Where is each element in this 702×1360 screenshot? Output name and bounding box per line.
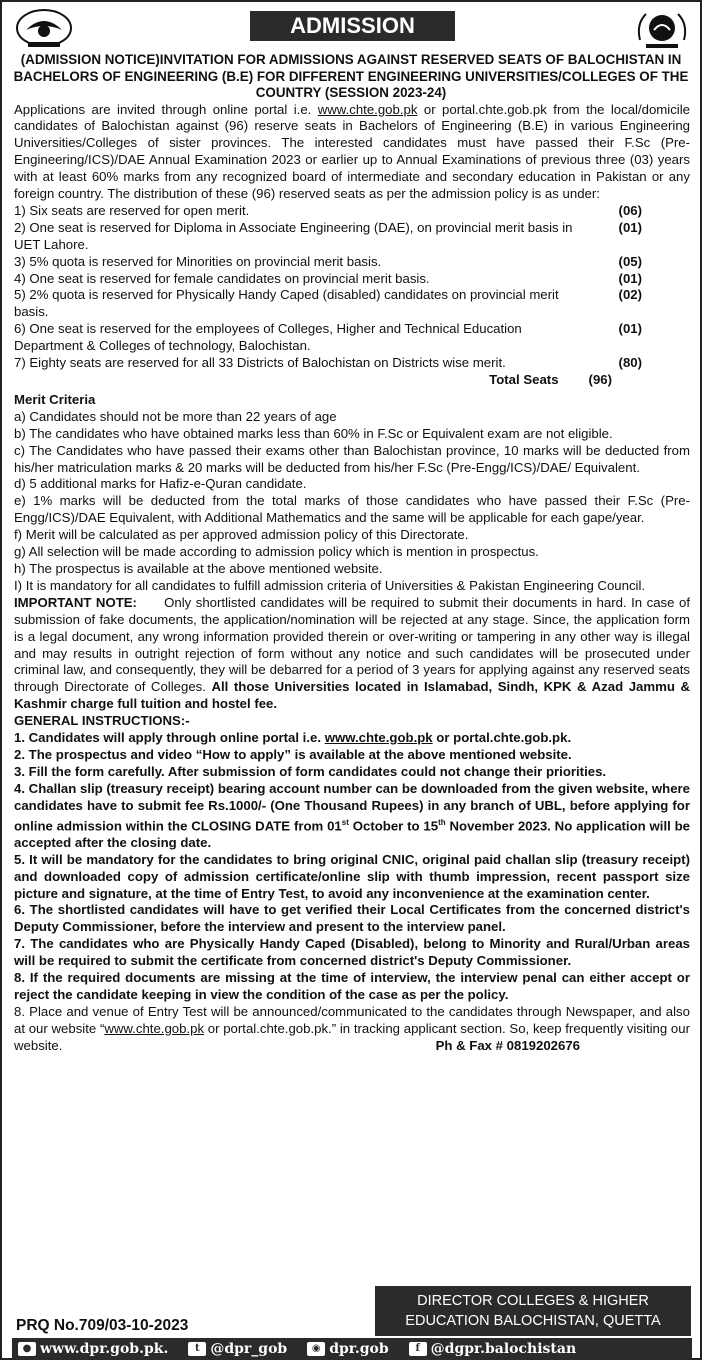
list-item: 5. It will be mandatory for the candidates to bring original CNIC, original paid challan slip (treasury receipt) and downloaded copy of admission certificate/online slip with thumb impression, recent passport size picture and signature, at the time of Entry Test, to avoid any inconvenience at the examination center.: [14, 851, 690, 901]
chte-website-link[interactable]: www.chte.gob.pk: [324, 730, 433, 746]
prq-number: PRQ No.709/03-10-2023: [16, 1317, 189, 1334]
notice-body: [2, 102, 700, 1055]
footer-web-text: www.dpr.gob.pk.: [40, 1341, 169, 1357]
merit-criteria-heading: Merit Criteria: [14, 391, 96, 407]
header: [2, 2, 700, 52]
instruction-text: November 2023. No application will be accepted after the closing date.: [14, 817, 691, 850]
seat-text: 3) 5% quota is reserved for Minorities on provincial merit basis.: [14, 253, 382, 269]
seat-count: (01): [618, 219, 642, 235]
list-item: b) The candidates who have obtained marks less than 60% in F.Sc or Equivalent exam are not eligible.: [14, 425, 613, 441]
chte-website-link[interactable]: www.chte.gob.pk: [317, 101, 418, 117]
list-item: 3. Fill the form carefully. After submission of form candidates could not change their priorities.: [14, 763, 607, 779]
contact-phone-fax: Ph & Fax # 0819202676: [435, 1037, 580, 1053]
list-item: [14, 781, 690, 852]
seat-list: [14, 203, 690, 389]
seat-row: [14, 355, 690, 372]
list-item: e) 1% marks will be deducted from the total marks of those candidates who have passed their F.Sc (Pre-Engg/ICS)/DAE Equivalent, with Additional Mathematics and the same will be applicable for each gape/year.: [14, 493, 690, 526]
merit-list: [14, 409, 690, 595]
seat-text: 2) One seat is reserved for Diploma in Associate Engineering (DAE), on provincial merit basis in UET Lahore.: [14, 219, 573, 252]
instruction-text: 8. Place and venue of Entry Test will be announced/communicated to the candidates through Newspaper, and also at our website “: [14, 1003, 690, 1036]
list-item: g) All selection will be made according to admission policy which is mention in prospectus.: [14, 544, 539, 560]
director-title-line1: DIRECTOR COLLEGES & HIGHER: [417, 1293, 649, 1309]
list-item: 8. If the required documents are missing at the time of interview, the interview penal can either accept or reject the candidate keeping in view the condition of the case as per the policy.: [14, 970, 690, 1003]
general-instructions: [14, 730, 690, 1055]
important-note-tail: All those Universities located in Islamabad, Sindh, KPK & Azad Jammu & Kashmir charge full tuition and hostel fee.: [14, 679, 690, 712]
instruction-text: 1. Candidates will apply through online portal i.e.: [14, 730, 325, 746]
balochistan-emblem-logo: [14, 6, 74, 52]
ordinal-suffix: th: [438, 817, 446, 827]
list-item: 7. The candidates who are Physically Handy Caped (Disabled), belong to Minority and Rural/Urban areas will be required to submit the certificate from concerned district's Deputy Commissioner.: [14, 936, 690, 969]
footer-facebook[interactable]: [403, 1341, 576, 1357]
seat-row: [14, 220, 690, 254]
notice-headline: (ADMISSION NOTICE)INVITATION FOR ADMISSIONS AGAINST RESERVED SEATS OF BALOCHISTAN IN BACHELORS OF ENGINEERING (B.E) FOR DIFFERENT ENGINEERING UNIVERSITIES/COLLEGES OF THE COUNTRY (SESSION 2023-24): [13, 52, 689, 100]
footer-bar: [12, 1338, 692, 1360]
seat-row: [14, 254, 690, 271]
seat-count: (01): [618, 321, 642, 337]
footer-instagram-text: dpr.gob: [329, 1341, 389, 1357]
seat-text: 5) 2% quota is reserved for Physically Handy Caped (disabled) candidates on provincial merit basis.: [14, 287, 559, 320]
seat-row: [14, 287, 690, 321]
seat-text: 4) One seat is reserved for female candidates on provincial merit basis.: [14, 270, 430, 286]
twitter-icon: t: [188, 1342, 206, 1356]
seat-count: (80): [618, 355, 642, 371]
globe-icon: ●: [18, 1342, 36, 1356]
director-signature-box: [375, 1286, 691, 1336]
page-title: ADMISSION: [250, 11, 455, 41]
facebook-icon: f: [409, 1342, 427, 1356]
list-item: 6. The shortlisted candidates will have to get verified their Local Certificates from the concerned district's Deputy Commissioner, before the interview and present to the interview panel.: [14, 902, 690, 935]
list-item: f) Merit will be calculated as per approved admission policy of this Directorate.: [14, 527, 469, 543]
intro-text: Applications are invited through online portal i.e.: [14, 101, 318, 117]
instruction-text: or portal.chte.gob.pk.: [432, 730, 572, 746]
seat-count: (06): [618, 202, 642, 218]
total-seats-value: (96): [588, 372, 612, 387]
footer-twitter[interactable]: [182, 1341, 287, 1357]
important-note: [14, 594, 694, 713]
seat-text: 1) Six seats are reserved for open merit.: [14, 202, 250, 218]
seat-row: [14, 203, 690, 220]
instruction-text: or portal.chte.gob.pk.” in tracking applicant section. So, keep frequently visiting our website.: [14, 1020, 690, 1053]
general-instructions-heading: GENERAL INSTRUCTIONS:-: [14, 713, 190, 729]
instruction-text: 4. Challan slip (treasury receipt) bearing account number can be downloaded from the given website, where candidates have to submit fee Rs.1000/- (One Thousand Rupees) in any branch of UBL, before applying for online admission within the CLOSING DATE from 01: [14, 780, 690, 833]
seat-count: (01): [618, 270, 642, 286]
seat-row: [14, 321, 690, 355]
instruction-text: October to 15: [348, 817, 439, 833]
seat-row: [14, 271, 690, 288]
list-item: c) The Candidates who have passed their exams other than Balochistan province, 10 marks will be deducted from his/her matriculation marks & 20 marks will be deducted from his/her F.Sc (Pre-Engg/ICS)/DAE/ Equivalent.: [14, 442, 690, 475]
seat-count: (05): [618, 253, 642, 269]
footer-web[interactable]: [12, 1341, 168, 1357]
list-item: h) The prospectus is available at the above mentioned website.: [14, 560, 383, 576]
director-title-line2: EDUCATION BALOCHISTAN, QUETTA: [405, 1313, 661, 1329]
list-item: d) 5 additional marks for Hafiz-e-Quran candidate.: [14, 476, 307, 492]
government-balochistan-logo: [632, 6, 692, 52]
important-note-label: IMPORTANT NOTE:: [14, 594, 137, 610]
intro-text-cont: or portal.chte.gob.pk from the local/domicile candidates of Balochistan against (96) reserve seats in Bachelors of Engineering (B.E) in various Engineering Universities/Colleges of sister provinces. The interested candidates must have passed their F.Sc (Pre-Engineering/ICS)/DAE Annual Examination 2023 or earlier up to Annual Examinations of previous three (03) years with at least 60% marks from any recognized board of intermediate and secondary education in Pakistan or any foreign country. The distribution of these (96) reserved seats as per the admission policy is as under:: [14, 101, 690, 202]
footer-instagram[interactable]: [301, 1341, 388, 1357]
total-seats: [14, 372, 612, 389]
instagram-icon: ◉: [307, 1342, 325, 1356]
footer-facebook-text: @dgpr.balochistan: [430, 1341, 577, 1357]
list-item: a) Candidates should not be more than 22 years of age: [14, 408, 337, 424]
list-item: 2. The prospectus and video “How to apply” is available at the above mentioned website.: [14, 746, 572, 762]
total-seats-label: Total Seats: [489, 372, 559, 387]
intro-paragraph: [14, 102, 690, 203]
seat-count: (02): [618, 287, 642, 303]
important-note-text: Only shortlisted candidates will be required to submit their documents in hard. In case of submission of fake documents, the application/nomination will be rejected at any stage. Since, the application form is a legal document, any wrong information provided therein or over-writing or tampering in any other way is illegal and may results in outright rejection of form without any notice and such candidates will be prosecuted under criminal law, and consequently, they will be debarred for a period of 3 years for applying against any reserved seats through Directorate of Colleges.: [14, 594, 694, 695]
footer-twitter-text: @dpr_gob: [210, 1341, 288, 1357]
ordinal-suffix: st: [341, 817, 349, 827]
chte-website-link[interactable]: www.chte.gob.pk: [104, 1020, 205, 1036]
list-item: [14, 730, 690, 747]
list-item: I) It is mandatory for all candidates to fulfill admission criteria of Universities & Pakistan Engineering Council.: [14, 577, 646, 593]
seat-text: 7) Eighty seats are reserved for all 33 Districts of Balochistan on Districts wise merit.: [14, 355, 506, 371]
seat-text: 6) One seat is reserved for the employees of Colleges, Higher and Technical Education Department & Colleges of technology, Balochistan.: [14, 321, 522, 354]
